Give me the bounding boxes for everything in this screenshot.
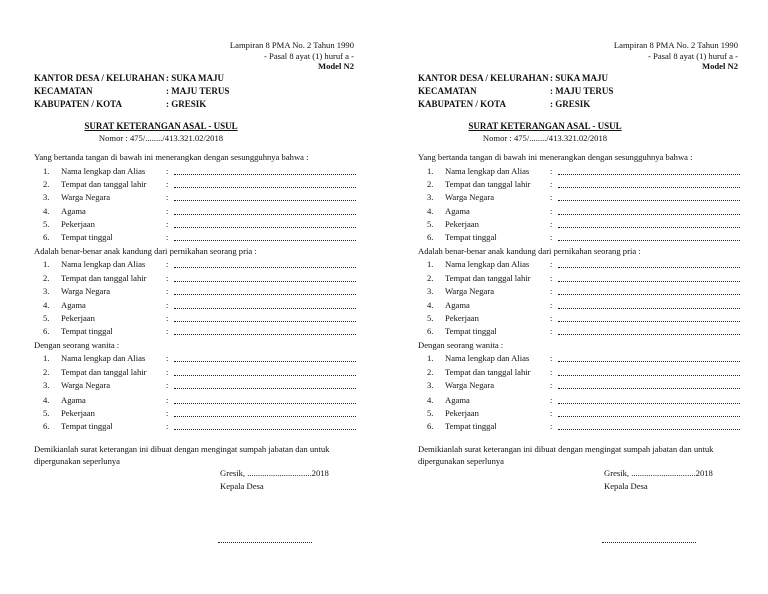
field-label: Agama [445, 206, 470, 216]
attachment-header [614, 40, 738, 72]
field-label: Tempat dan tanggal lahir [445, 179, 531, 189]
field-label: Nama lengkap dan Alias [61, 166, 146, 176]
field-label: Tempat dan tanggal lahir [445, 273, 531, 283]
form-field-row [40, 273, 360, 285]
field-label: Warga Negara [445, 380, 495, 390]
field-label: Pekerjaan [61, 219, 95, 229]
fill-in-line[interactable] [174, 388, 356, 389]
institution-row-regency [418, 99, 590, 109]
field-colon: : [166, 259, 169, 269]
place-date: Gresik, ..............................2018 [220, 468, 329, 478]
field-colon: : [550, 273, 553, 283]
field-colon: : [166, 380, 169, 390]
field-colon: : [550, 408, 553, 418]
form-field-row [40, 395, 360, 407]
attachment-line: Lampiran 8 PMA No. 2 Tahun 1990 [229, 40, 354, 50]
field-label: Agama [61, 206, 86, 216]
form-field-row [424, 179, 744, 191]
document-number: Nomor : 475/......../413.321.02/2018 [98, 133, 224, 143]
section-intro: Adalah benar-benar anak kandung dari pernikahan seorang pria : [34, 246, 257, 256]
field-label: Tempat dan tanggal lahir [445, 367, 531, 377]
attachment-header [230, 40, 354, 72]
field-label: Warga Negara [445, 286, 495, 296]
fill-in-line[interactable] [174, 200, 356, 201]
field-colon: : [166, 286, 169, 296]
institution-label: KABUPATEN / KOTA [34, 99, 123, 109]
field-number: 6. [427, 326, 434, 336]
field-number: 2. [43, 179, 50, 189]
fill-in-line[interactable] [558, 403, 740, 404]
field-number: 4. [43, 300, 50, 310]
document-title: SURAT KETERANGAN ASAL - USUL [468, 121, 622, 131]
section-intro: Dengan seorang wanita : [418, 340, 504, 350]
field-number: 6. [43, 421, 50, 431]
field-label: Nama lengkap dan Alias [445, 353, 530, 363]
signer-title: Kepala Desa [604, 481, 648, 491]
field-label: Tempat tinggal [445, 421, 497, 431]
field-colon: : [550, 232, 553, 242]
fill-in-line[interactable] [558, 187, 740, 188]
signature-line[interactable] [602, 542, 696, 543]
field-colon: : [166, 273, 169, 283]
field-colon: : [550, 192, 553, 202]
institution-value: : MAJU TERUS [550, 86, 614, 96]
form-field-row [40, 259, 360, 271]
field-colon: : [166, 326, 169, 336]
field-number: 2. [43, 273, 50, 283]
field-colon: : [550, 179, 553, 189]
form-field-row [40, 286, 360, 298]
field-label: Agama [61, 395, 86, 405]
field-colon: : [166, 192, 169, 202]
form-field-row [40, 232, 360, 244]
institution-label: KABUPATEN / KOTA [418, 99, 507, 109]
field-colon: : [166, 353, 169, 363]
institution-row-district [418, 86, 613, 96]
field-number: 3. [427, 286, 434, 296]
signature-line[interactable] [218, 542, 312, 543]
field-colon: : [166, 313, 169, 323]
field-colon: : [550, 380, 553, 390]
form-field-row [424, 367, 744, 379]
attachment-line: Lampiran 8 PMA No. 2 Tahun 1990 [613, 40, 738, 50]
place-date: Gresik, ..............................2018 [604, 468, 713, 478]
field-number: 6. [43, 232, 50, 242]
field-number: 4. [43, 395, 50, 405]
form-field-row [40, 206, 360, 218]
institution-row-office [418, 73, 608, 83]
field-label: Tempat tinggal [61, 326, 113, 336]
field-number: 2. [427, 367, 434, 377]
field-colon: : [550, 353, 553, 363]
institution-label: KANTOR DESA / KELURAHAN [418, 73, 549, 83]
field-label: Agama [445, 300, 470, 310]
field-colon: : [166, 421, 169, 431]
section-intro: Dengan seorang wanita : [34, 340, 120, 350]
fill-in-line[interactable] [558, 214, 740, 215]
form-field-row [424, 421, 744, 433]
field-label: Pekerjaan [61, 408, 95, 418]
field-number: 1. [427, 353, 434, 363]
form-field-row [424, 353, 744, 365]
form-field-row [40, 353, 360, 365]
fill-in-line[interactable] [558, 281, 740, 282]
field-label: Nama lengkap dan Alias [445, 166, 530, 176]
field-number: 5. [43, 408, 50, 418]
form-field-row [424, 192, 744, 204]
form-field-row [424, 380, 744, 392]
form-field-row [40, 380, 360, 392]
field-number: 5. [427, 313, 434, 323]
form-field-row [424, 313, 744, 325]
article-line: - Pasal 8 ayat (1) huruf a - [264, 50, 354, 61]
fill-in-line[interactable] [174, 403, 356, 404]
field-colon: : [550, 326, 553, 336]
institution-value: : GRESIK [550, 99, 591, 109]
form-field-row [40, 313, 360, 325]
field-label: Tempat tinggal [445, 326, 497, 336]
fill-in-line[interactable] [558, 294, 740, 295]
fill-in-line[interactable] [174, 361, 356, 362]
field-number: 1. [427, 259, 434, 269]
document-number: Nomor : 475/......../413.321.02/2018 [482, 133, 608, 143]
form-field-row [424, 219, 744, 231]
field-label: Warga Negara [61, 192, 111, 202]
field-colon: : [550, 219, 553, 229]
field-label: Tempat tinggal [61, 421, 113, 431]
field-number: 4. [43, 206, 50, 216]
field-colon: : [166, 232, 169, 242]
form-field-row [40, 300, 360, 312]
field-label: Nama lengkap dan Alias [445, 259, 530, 269]
form-field-row [424, 259, 744, 271]
form-field-row [40, 192, 360, 204]
field-colon: : [550, 259, 553, 269]
fill-in-line[interactable] [174, 267, 356, 268]
signer-title: Kepala Desa [220, 481, 264, 491]
fill-in-line[interactable] [174, 214, 356, 215]
section-intro: Adalah benar-benar anak kandung dari pernikahan seorang pria : [418, 246, 641, 256]
field-number: 2. [43, 367, 50, 377]
field-colon: : [166, 179, 169, 189]
field-label: Pekerjaan [445, 408, 479, 418]
field-colon: : [550, 166, 553, 176]
fill-in-line[interactable] [558, 200, 740, 201]
field-label: Agama [61, 300, 86, 310]
institution-value: : MAJU TERUS [166, 86, 230, 96]
fill-in-line[interactable] [558, 267, 740, 268]
field-label: Tempat tinggal [445, 232, 497, 242]
field-colon: : [166, 206, 169, 216]
fill-in-line[interactable] [174, 227, 356, 228]
field-number: 3. [43, 192, 50, 202]
field-colon: : [166, 300, 169, 310]
field-colon: : [550, 206, 553, 216]
field-number: 5. [43, 219, 50, 229]
institution-label: KECAMATAN [34, 86, 93, 96]
section-intro: Yang bertanda tangan di bawah ini menerangkan dengan sesungguhnya bahwa : [34, 152, 309, 162]
institution-row-regency [34, 99, 206, 109]
institution-value: : GRESIK [166, 99, 207, 109]
field-label: Agama [445, 395, 470, 405]
field-number: 6. [427, 232, 434, 242]
fill-in-line[interactable] [174, 240, 356, 241]
fill-in-line[interactable] [174, 281, 356, 282]
fill-in-line[interactable] [174, 429, 356, 430]
field-label: Warga Negara [61, 380, 111, 390]
field-colon: : [166, 395, 169, 405]
form-field-row [424, 232, 744, 244]
field-number: 6. [427, 421, 434, 431]
fill-in-line[interactable] [174, 334, 356, 335]
field-colon: : [166, 166, 169, 176]
field-number: 4. [427, 206, 434, 216]
fill-in-line[interactable] [174, 321, 356, 322]
field-label: Tempat dan tanggal lahir [61, 179, 147, 189]
institution-row-office [34, 73, 224, 83]
field-number: 6. [43, 326, 50, 336]
article-line: - Pasal 8 ayat (1) huruf a - [648, 50, 738, 61]
field-label: Nama lengkap dan Alias [61, 259, 146, 269]
closing-statement: Demikianlah surat keterangan ini dibuat dengan mengingat sumpah jabatan dan untuk dipergunakan seperlunya [34, 444, 330, 466]
form-panel-right [384, 0, 768, 594]
field-label: Tempat dan tanggal lahir [61, 273, 147, 283]
field-colon: : [166, 219, 169, 229]
form-field-row [424, 326, 744, 338]
fill-in-line[interactable] [558, 227, 740, 228]
field-number: 1. [43, 259, 50, 269]
form-field-row [40, 166, 360, 178]
fill-in-line[interactable] [558, 429, 740, 430]
form-field-row [40, 219, 360, 231]
fill-in-line[interactable] [558, 240, 740, 241]
form-field-row [40, 367, 360, 379]
fill-in-line[interactable] [558, 375, 740, 376]
field-label: Warga Negara [445, 192, 495, 202]
field-colon: : [550, 286, 553, 296]
field-number: 4. [427, 300, 434, 310]
fill-in-line[interactable] [558, 388, 740, 389]
field-number: 4. [427, 395, 434, 405]
form-field-row [424, 286, 744, 298]
field-colon: : [550, 300, 553, 310]
fill-in-line[interactable] [174, 187, 356, 188]
institution-label: KECAMATAN [418, 86, 477, 96]
field-number: 1. [43, 353, 50, 363]
field-colon: : [550, 367, 553, 377]
field-colon: : [166, 367, 169, 377]
field-label: Warga Negara [61, 286, 111, 296]
field-number: 1. [427, 166, 434, 176]
field-number: 1. [43, 166, 50, 176]
form-field-row [424, 206, 744, 218]
field-number: 5. [43, 313, 50, 323]
form-field-row [40, 179, 360, 191]
form-field-row [424, 273, 744, 285]
closing-statement: Demikianlah surat keterangan ini dibuat dengan mengingat sumpah jabatan dan untuk dipergunakan seperlunya [418, 444, 714, 466]
fill-in-line[interactable] [174, 294, 356, 295]
field-label: Pekerjaan [445, 313, 479, 323]
form-field-row [424, 408, 744, 420]
field-label: Nama lengkap dan Alias [61, 353, 146, 363]
fill-in-line[interactable] [558, 308, 740, 309]
field-label: Pekerjaan [61, 313, 95, 323]
field-number: 3. [43, 286, 50, 296]
field-number: 3. [43, 380, 50, 390]
model-code: Model N2 [317, 61, 354, 71]
field-colon: : [550, 395, 553, 405]
model-code: Model N2 [701, 61, 738, 71]
fill-in-line[interactable] [174, 416, 356, 417]
field-label: Pekerjaan [445, 219, 479, 229]
field-number: 3. [427, 192, 434, 202]
fill-in-line[interactable] [174, 308, 356, 309]
institution-value: : SUKA MAJU [550, 73, 608, 83]
field-colon: : [166, 408, 169, 418]
field-label: Tempat tinggal [61, 232, 113, 242]
form-field-row [40, 408, 360, 420]
form-field-row [424, 300, 744, 312]
form-field-row [40, 326, 360, 338]
fill-in-line[interactable] [558, 321, 740, 322]
form-field-row [424, 395, 744, 407]
form-field-row [424, 166, 744, 178]
field-number: 5. [427, 219, 434, 229]
document-title: SURAT KETERANGAN ASAL - USUL [84, 121, 238, 131]
fill-in-line[interactable] [174, 375, 356, 376]
field-number: 2. [427, 273, 434, 283]
fill-in-line[interactable] [558, 416, 740, 417]
form-field-row [40, 421, 360, 433]
section-intro: Yang bertanda tangan di bawah ini menerangkan dengan sesungguhnya bahwa : [418, 152, 693, 162]
institution-label: KANTOR DESA / KELURAHAN [34, 73, 165, 83]
field-label: Tempat dan tanggal lahir [61, 367, 147, 377]
field-colon: : [550, 313, 553, 323]
fill-in-line[interactable] [174, 174, 356, 175]
field-number: 3. [427, 380, 434, 390]
fill-in-line[interactable] [558, 174, 740, 175]
field-number: 2. [427, 179, 434, 189]
fill-in-line[interactable] [558, 361, 740, 362]
institution-value: : SUKA MAJU [166, 73, 224, 83]
field-number: 5. [427, 408, 434, 418]
institution-row-district [34, 86, 229, 96]
field-colon: : [550, 421, 553, 431]
fill-in-line[interactable] [558, 334, 740, 335]
